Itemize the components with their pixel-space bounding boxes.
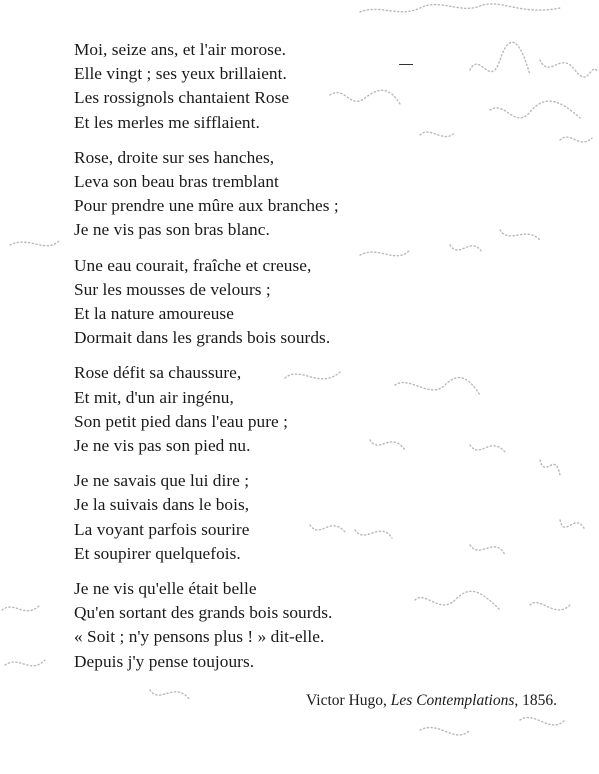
stanza-4 (74, 361, 494, 458)
stanza-1 (74, 38, 494, 135)
poem-line: Dormait dans les grands bois sourds. (74, 328, 331, 348)
poem-line: Et soupirer quelquefois. (74, 543, 241, 563)
poem-line: Les rossignols chantaient Rose (74, 88, 290, 108)
poem-line: Leva son beau bras tremblant (74, 172, 279, 192)
poem-line: Rose, droite sur ses hanches, (74, 147, 275, 167)
poem-line: Je ne vis pas son pied nu. (74, 436, 251, 456)
stanza-3 (74, 254, 494, 351)
poem-line: Qu'en sortant des grands bois sourds. (74, 603, 333, 623)
poem-line: Et les merles me sifflaient. (74, 112, 260, 132)
poem (74, 38, 494, 685)
attribution-year: , 1856. (514, 692, 557, 709)
poem-line: Depuis j'y pense toujours. (74, 651, 255, 671)
stanza-2 (74, 146, 494, 243)
poem-line: Et la nature amoureuse (74, 304, 234, 324)
poem-line: Je la suivais dans le bois, (74, 495, 250, 515)
poem-line: La voyant parfois sourire (74, 519, 250, 539)
poem-line: Moi, seize ans, et l'air morose. (74, 40, 287, 59)
attribution-work-title: Les Contemplations (390, 692, 515, 709)
poem-line: Elle vingt ; ses yeux brillaient. (74, 64, 287, 84)
poem-line: « Soit ; n'y pensons plus ! » dit-elle. (74, 627, 325, 647)
stanza-5 (74, 469, 494, 566)
poem-line: Son petit pied dans l'eau pure ; (74, 411, 288, 431)
poem-line: Une eau courait, fraîche et creuse, (74, 255, 312, 275)
poem-line: Sur les mousses de velours ; (74, 279, 271, 299)
attribution-author: Victor Hugo, (306, 692, 391, 709)
poem-line: Et mit, d'un air ingénu, (74, 387, 234, 407)
stanza-6 (74, 577, 494, 674)
poem-line: Pour prendre une mûre aux branches ; (74, 196, 339, 216)
attribution (306, 692, 557, 710)
poem-line: Je ne vis pas son bras blanc. (74, 220, 270, 240)
poem-line: Je ne savais que lui dire ; (74, 471, 250, 491)
poem-line: Rose défit sa chaussure, (74, 363, 242, 383)
poem-line: Je ne vis qu'elle était belle (74, 579, 257, 599)
